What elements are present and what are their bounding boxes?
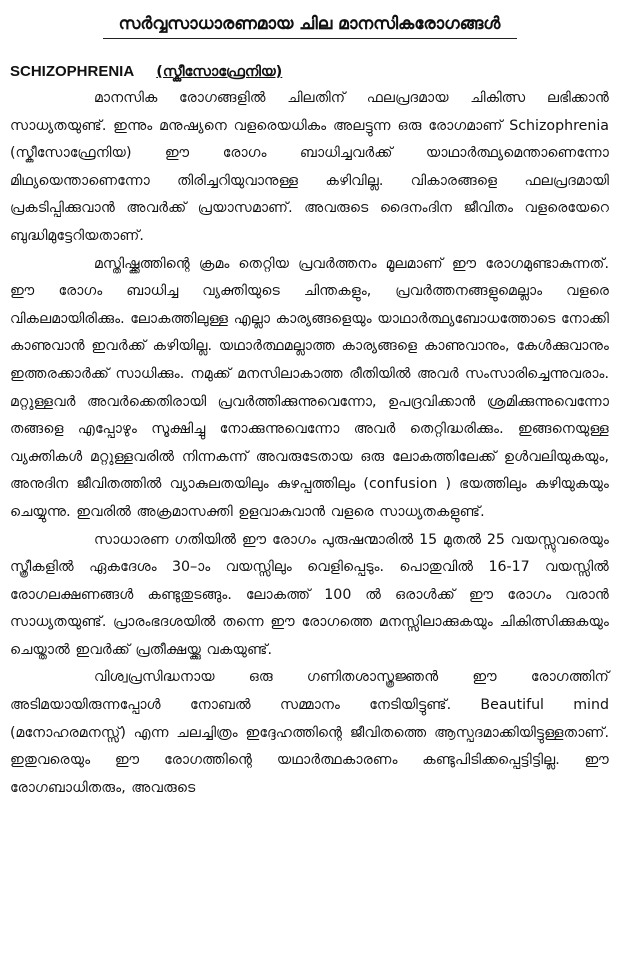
paragraph-3: സാധാരണ ഗതിയിൽ ഈ രോഗം പുരുഷന്മാരിൽ 15 മുതൽ 25 വയസ്സുവരെയും സ്ത്രീകളിൽ ഏകദേശം 30–ാം വയസ്സിലും വെളിപ്പെടും. പൊതുവിൽ 16-17 വയസ്സിൽ രോഗലക്ഷണങ്ങൾ കണ്ടുതുടങ്ങും. ലോകത്ത് 100 ൽ ഒരാൾക്ക് ഈ രോഗം വരാൻ സാധ്യതയുണ്ട്. പ്രാരംഭദശയിൽ തന്നെ ഈ രോഗത്തെ മനസ്സിലാക്കുകയും ചികിത്സിക്കുകയും ചെയ്താൽ ഇവർക്ക് പ്രതീക്ഷയ്ക്കു വകയുണ്ട്. (10, 531, 609, 658)
paragraph-4: വിശ്വപ്രസിദ്ധനായ ഒരു ഗണിതശാസ്ത്രജ്ഞൻ ഈ രോഗത്തിന് അടിമയായിരുന്നപ്പോൾ നോബൽ സമ്മാനം നേടിയിട്ടുണ്ട്. Beautiful mind (മനോഹരമനസ്സ്) എന്ന ചലച്ചിത്രം ഇദ്ദേഹത്തിന്റെ ജീവിതത്തെ ആസ്പദമാക്കിയിട്ടുള്ളതാണ്. ഇതുവരെയും ഈ രോഗത്തിന്റെ യഥാർത്ഥകാരണം കണ്ടുപിടിക്കപ്പെട്ടിട്ടില്ല. ഈ രോഗബാധിതരും, അവരുടെ (10, 669, 609, 796)
section-heading-english: SCHIZOPHRENIA (10, 63, 135, 80)
paragraph-1: മാനസിക രോഗങ്ങളിൽ ചിലതിന് ഫലപ്രദമായ ചികിത്സ ലഭിക്കാൻ സാധ്യതയുണ്ട്. ഇന്നും മനുഷ്യനെ വളരെയധികം അലട്ടുന്ന ഒരു രോഗമാണ് Schizophrenia (സ്കീസോഫ്രേനിയ) ഈ രോഗം ബാധിച്ചവർക്ക് യാഥാർത്ഥ്യമെന്താണെന്നോ മിഥ്യയെന്താണെന്നോ തിരിച്ചറിയുവാനുള്ള കഴിവില്ല. വികാരങ്ങളെ ഫലപ്രദമായി പ്രകടിപ്പിക്കുവാൻ അവർക്ക് പ്രയാസമാണ്. അവരുടെ ദൈനംദിന ജീവിതം വളരെയേറെ ബുദ്ധിമുട്ടേറിയതാണ്. (10, 90, 609, 244)
section-heading (10, 61, 609, 83)
document-title: സർവ്വസാധാരണമായ ചില മാനസികരോഗങ്ങൾ (103, 10, 517, 39)
paragraph-2: മസ്തിഷ്ക്കത്തിന്റെ ക്രമം തെറ്റിയ പ്രവർത്തനം മൂലമാണ് ഈ രോഗമുണ്ടാകുന്നത്. ഈ രോഗം ബാധിച്ച വ്യക്തിയുടെ ചിന്തകളും, പ്രവർത്തനങ്ങളുമെല്ലാം വളരെ വികലമായിരിക്കും. ലോകത്തിലുള്ള എല്ലാ കാര്യങ്ങളെയും യാഥാർത്ഥ്യബോധത്തോടെ നോക്കി കാണുവാൻ ഇവർക്ക് കഴിയില്ല. യഥാർത്ഥമല്ലാത്ത കാര്യങ്ങളെ കാണുവാനും, കേൾക്കുവാനും ഇത്തരക്കാർക്ക് സാധിക്കും. നമുക്ക് മനസിലാകാത്ത രീതിയിൽ അവർ സംസാരിച്ചെന്നുവരാം. മറ്റുള്ളവർ അവർക്കെതിരായി പ്രവർത്തിക്കുന്നുവെന്നോ, ഉപദ്രവിക്കാൻ ശ്രമിക്കുന്നുവെന്നോ തങ്ങളെ എപ്പോഴും സൂക്ഷിച്ചു നോക്കുന്നുവെന്നോ അവർ തെറ്റിദ്ധരിക്കും. ഇങ്ങനെയുള്ള വ്യക്തികൾ മറ്റുള്ളവരിൽ നിന്നകന്ന് അവരുടേതായ ഒരു ലോകത്തിലേക്ക് ഉൾവലിയുകയും, അനുദിന ജീവിതത്തിൽ വ്യാകുലതയിലും കുഴപ്പത്തിലും (confusion ) ഭയത്തിലും കഴിയുകയും ചെയ്യുന്നു. ഇവരിൽ അക്രമാസക്തി ഉളവാകുവാൻ വളരെ സാധ്യതകളുണ്ട്. (10, 255, 609, 520)
section-heading-malayalam: (സ്കീസോഫ്രേനിയ) (156, 64, 283, 80)
